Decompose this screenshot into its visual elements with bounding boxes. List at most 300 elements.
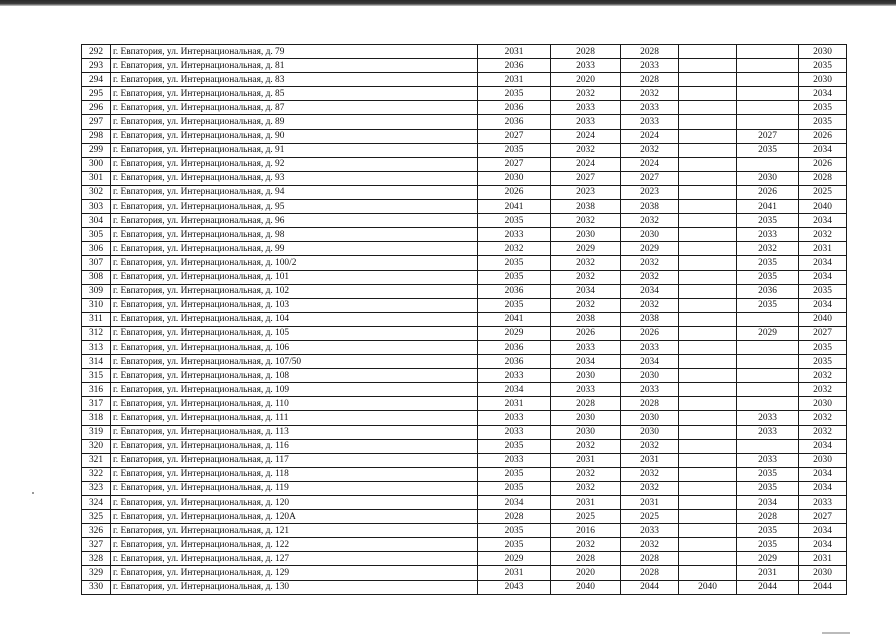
address-cell: г. Евпатория, ул. Интернациональная, д. 89: [111, 115, 478, 129]
year-cell-2: 2033: [551, 340, 621, 354]
year-cell-2: 2040: [551, 580, 621, 594]
year-cell-6: 2035: [799, 59, 847, 73]
address-schedule-table: [81, 44, 847, 595]
row-number: 309: [82, 284, 111, 298]
row-number: 307: [82, 256, 111, 270]
year-cell-4: [679, 298, 737, 312]
row-number: 321: [82, 453, 111, 467]
year-cell-3: 2032: [621, 538, 679, 552]
row-number: 297: [82, 115, 111, 129]
year-cell-2: 2024: [551, 157, 621, 171]
year-cell-1: 2027: [478, 157, 551, 171]
table-row: [82, 171, 847, 185]
year-cell-6: 2035: [799, 101, 847, 115]
year-cell-5: 2027: [737, 129, 799, 143]
table-row: [82, 524, 847, 538]
year-cell-6: 2030: [799, 453, 847, 467]
year-cell-1: 2027: [478, 129, 551, 143]
year-cell-1: 2034: [478, 383, 551, 397]
year-cell-4: [679, 59, 737, 73]
year-cell-4: [679, 383, 737, 397]
year-cell-4: [679, 524, 737, 538]
table-row: [82, 59, 847, 73]
scan-speck: [32, 492, 34, 494]
year-cell-3: 2032: [621, 270, 679, 284]
year-cell-1: 2035: [478, 524, 551, 538]
year-cell-2: 2030: [551, 425, 621, 439]
year-cell-4: [679, 496, 737, 510]
year-cell-5: [737, 439, 799, 453]
year-cell-1: 2035: [478, 481, 551, 495]
year-cell-1: 2035: [478, 298, 551, 312]
table-row: [82, 228, 847, 242]
year-cell-5: 2035: [737, 524, 799, 538]
address-cell: г. Евпатория, ул. Интернациональная, д. 95: [111, 200, 478, 214]
address-cell: г. Евпатория, ул. Интернациональная, д. 107/50: [111, 355, 478, 369]
year-cell-2: 2032: [551, 143, 621, 157]
year-cell-2: 2033: [551, 101, 621, 115]
year-cell-3: 2033: [621, 524, 679, 538]
address-cell: г. Евпатория, ул. Интернациональная, д. 119: [111, 481, 478, 495]
year-cell-3: 2033: [621, 383, 679, 397]
table-row: [82, 115, 847, 129]
year-cell-4: [679, 171, 737, 185]
year-cell-2: 2038: [551, 312, 621, 326]
year-cell-2: 2032: [551, 270, 621, 284]
year-cell-5: [737, 397, 799, 411]
row-number: 330: [82, 580, 111, 594]
year-cell-2: 2032: [551, 87, 621, 101]
address-cell: г. Евпатория, ул. Интернациональная, д. 81: [111, 59, 478, 73]
row-number: 326: [82, 524, 111, 538]
table-row: [82, 214, 847, 228]
year-cell-5: [737, 340, 799, 354]
year-cell-2: 2020: [551, 73, 621, 87]
year-cell-2: 2028: [551, 45, 621, 59]
table-row: [82, 481, 847, 495]
year-cell-5: 2035: [737, 256, 799, 270]
address-cell: г. Евпатория, ул. Интернациональная, д. 117: [111, 453, 478, 467]
address-cell: г. Евпатория, ул. Интернациональная, д. 105: [111, 326, 478, 340]
year-cell-3: 2027: [621, 171, 679, 185]
address-cell: г. Евпатория, ул. Интернациональная, д. 122: [111, 538, 478, 552]
address-cell: г. Евпатория, ул. Интернациональная, д. 98: [111, 228, 478, 242]
table-row: [82, 369, 847, 383]
year-cell-2: 2032: [551, 214, 621, 228]
row-number: 325: [82, 510, 111, 524]
address-cell: г. Евпатория, ул. Интернациональная, д. 109: [111, 383, 478, 397]
year-cell-4: [679, 355, 737, 369]
table-row: [82, 510, 847, 524]
row-number: 306: [82, 242, 111, 256]
year-cell-6: 2032: [799, 228, 847, 242]
row-number: 302: [82, 185, 111, 199]
address-cell: г. Евпатория, ул. Интернациональная, д. 90: [111, 129, 478, 143]
table-row: [82, 425, 847, 439]
row-number: 323: [82, 481, 111, 495]
table-row: [82, 538, 847, 552]
address-cell: г. Евпатория, ул. Интернациональная, д. 87: [111, 101, 478, 115]
row-number: 327: [82, 538, 111, 552]
row-number: 305: [82, 228, 111, 242]
year-cell-2: 2026: [551, 326, 621, 340]
year-cell-1: 2035: [478, 143, 551, 157]
year-cell-3: 2032: [621, 467, 679, 481]
year-cell-4: [679, 411, 737, 425]
year-cell-4: [679, 87, 737, 101]
year-cell-6: 2034: [799, 538, 847, 552]
year-cell-1: 2036: [478, 355, 551, 369]
year-cell-5: 2029: [737, 326, 799, 340]
year-cell-3: 2032: [621, 87, 679, 101]
year-cell-3: 2038: [621, 200, 679, 214]
year-cell-2: 2038: [551, 200, 621, 214]
table-row: [82, 566, 847, 580]
year-cell-5: [737, 355, 799, 369]
row-number: 312: [82, 326, 111, 340]
year-cell-2: 2031: [551, 453, 621, 467]
year-cell-4: [679, 143, 737, 157]
year-cell-2: 2030: [551, 369, 621, 383]
year-cell-6: 2032: [799, 383, 847, 397]
year-cell-6: 2028: [799, 171, 847, 185]
year-cell-4: [679, 510, 737, 524]
year-cell-3: 2030: [621, 228, 679, 242]
year-cell-4: 2040: [679, 580, 737, 594]
table-row: [82, 185, 847, 199]
table-row: [82, 467, 847, 481]
year-cell-2: 2025: [551, 510, 621, 524]
year-cell-2: 2033: [551, 383, 621, 397]
year-cell-1: 2036: [478, 101, 551, 115]
year-cell-2: 2033: [551, 115, 621, 129]
year-cell-4: [679, 467, 737, 481]
year-cell-4: [679, 481, 737, 495]
year-cell-2: 2032: [551, 439, 621, 453]
row-number: 314: [82, 355, 111, 369]
year-cell-4: [679, 397, 737, 411]
year-cell-1: 2035: [478, 270, 551, 284]
year-cell-3: 2034: [621, 284, 679, 298]
year-cell-6: 2040: [799, 200, 847, 214]
year-cell-6: 2034: [799, 298, 847, 312]
address-cell: г. Евпатория, ул. Интернациональная, д. 99: [111, 242, 478, 256]
row-number: 303: [82, 200, 111, 214]
row-number: 322: [82, 467, 111, 481]
year-cell-1: 2033: [478, 411, 551, 425]
address-cell: г. Евпатория, ул. Интернациональная, д. 111: [111, 411, 478, 425]
year-cell-3: 2034: [621, 355, 679, 369]
year-cell-6: 2044: [799, 580, 847, 594]
table-row: [82, 270, 847, 284]
year-cell-4: [679, 326, 737, 340]
year-cell-2: 2034: [551, 355, 621, 369]
year-cell-1: 2031: [478, 73, 551, 87]
address-cell: г. Евпатория, ул. Интернациональная, д. 106: [111, 340, 478, 354]
year-cell-4: [679, 101, 737, 115]
address-cell: г. Евпатория, ул. Интернациональная, д. 94: [111, 185, 478, 199]
year-cell-3: 2030: [621, 411, 679, 425]
year-cell-5: 2035: [737, 143, 799, 157]
address-cell: г. Евпатория, ул. Интернациональная, д. 129: [111, 566, 478, 580]
year-cell-1: 2031: [478, 566, 551, 580]
table-row: [82, 552, 847, 566]
year-cell-1: 2036: [478, 59, 551, 73]
year-cell-1: 2028: [478, 510, 551, 524]
year-cell-5: 2035: [737, 538, 799, 552]
year-cell-2: 2029: [551, 242, 621, 256]
year-cell-5: [737, 87, 799, 101]
year-cell-3: 2032: [621, 481, 679, 495]
table-row: [82, 45, 847, 59]
year-cell-1: 2032: [478, 242, 551, 256]
year-cell-5: 2033: [737, 228, 799, 242]
address-cell: г. Евпатория, ул. Интернациональная, д. 120: [111, 496, 478, 510]
year-cell-5: [737, 369, 799, 383]
row-number: 295: [82, 87, 111, 101]
year-cell-3: 2032: [621, 439, 679, 453]
year-cell-3: 2031: [621, 453, 679, 467]
year-cell-3: 2044: [621, 580, 679, 594]
year-cell-5: 2031: [737, 566, 799, 580]
table-row: [82, 453, 847, 467]
year-cell-3: 2025: [621, 510, 679, 524]
table-row: [82, 242, 847, 256]
year-cell-2: 2032: [551, 467, 621, 481]
year-cell-4: [679, 157, 737, 171]
address-cell: г. Евпатория, ул. Интернациональная, д. 101: [111, 270, 478, 284]
year-cell-6: 2034: [799, 143, 847, 157]
year-cell-5: [737, 383, 799, 397]
year-cell-4: [679, 256, 737, 270]
year-cell-3: 2032: [621, 214, 679, 228]
address-cell: г. Евпатория, ул. Интернациональная, д. 96: [111, 214, 478, 228]
year-cell-4: [679, 214, 737, 228]
address-cell: г. Евпатория, ул. Интернациональная, д. 92: [111, 157, 478, 171]
address-cell: г. Евпатория, ул. Интернациональная, д. 91: [111, 143, 478, 157]
year-cell-4: [679, 340, 737, 354]
table-row: [82, 397, 847, 411]
address-cell: г. Евпатория, ул. Интернациональная, д. 103: [111, 298, 478, 312]
year-cell-5: [737, 45, 799, 59]
year-cell-1: 2043: [478, 580, 551, 594]
year-cell-6: 2026: [799, 157, 847, 171]
year-cell-5: [737, 157, 799, 171]
year-cell-6: 2032: [799, 369, 847, 383]
year-cell-1: 2036: [478, 115, 551, 129]
year-cell-4: [679, 185, 737, 199]
year-cell-3: 2030: [621, 425, 679, 439]
year-cell-6: 2034: [799, 256, 847, 270]
year-cell-2: 2031: [551, 496, 621, 510]
address-cell: г. Евпатория, ул. Интернациональная, д. 104: [111, 312, 478, 326]
table-row: [82, 73, 847, 87]
year-cell-5: 2030: [737, 171, 799, 185]
year-cell-5: [737, 101, 799, 115]
table-row: [82, 411, 847, 425]
year-cell-1: 2036: [478, 340, 551, 354]
table-row: [82, 383, 847, 397]
row-number: 296: [82, 101, 111, 115]
year-cell-2: 2028: [551, 552, 621, 566]
row-number: 304: [82, 214, 111, 228]
year-cell-2: 2030: [551, 411, 621, 425]
year-cell-3: 2024: [621, 157, 679, 171]
row-number: 324: [82, 496, 111, 510]
row-number: 300: [82, 157, 111, 171]
year-cell-2: 2024: [551, 129, 621, 143]
year-cell-3: 2023: [621, 185, 679, 199]
address-cell: г. Евпатория, ул. Интернациональная, д. 113: [111, 425, 478, 439]
year-cell-1: 2029: [478, 326, 551, 340]
year-cell-6: 2035: [799, 340, 847, 354]
year-cell-4: [679, 129, 737, 143]
year-cell-3: 2028: [621, 566, 679, 580]
address-cell: г. Евпатория, ул. Интернациональная, д. 79: [111, 45, 478, 59]
year-cell-6: 2034: [799, 524, 847, 538]
year-cell-6: 2034: [799, 439, 847, 453]
table-row: [82, 496, 847, 510]
year-cell-6: 2040: [799, 312, 847, 326]
year-cell-2: 2020: [551, 566, 621, 580]
year-cell-1: 2031: [478, 45, 551, 59]
year-cell-2: 2023: [551, 185, 621, 199]
year-cell-5: [737, 59, 799, 73]
year-cell-1: 2036: [478, 284, 551, 298]
year-cell-1: 2035: [478, 256, 551, 270]
year-cell-3: 2028: [621, 397, 679, 411]
year-cell-4: [679, 453, 737, 467]
year-cell-5: 2035: [737, 481, 799, 495]
year-cell-6: 2035: [799, 355, 847, 369]
year-cell-6: 2034: [799, 87, 847, 101]
year-cell-2: 2033: [551, 59, 621, 73]
row-number: 301: [82, 171, 111, 185]
table-row: [82, 284, 847, 298]
year-cell-5: [737, 73, 799, 87]
year-cell-2: 2030: [551, 228, 621, 242]
year-cell-5: 2032: [737, 242, 799, 256]
year-cell-1: 2033: [478, 369, 551, 383]
year-cell-3: 2038: [621, 312, 679, 326]
table-row: [82, 129, 847, 143]
year-cell-3: 2028: [621, 73, 679, 87]
row-number: 320: [82, 439, 111, 453]
year-cell-1: 2033: [478, 453, 551, 467]
address-cell: г. Евпатория, ул. Интернациональная, д. 116: [111, 439, 478, 453]
year-cell-5: 2036: [737, 284, 799, 298]
year-cell-1: 2035: [478, 214, 551, 228]
year-cell-4: [679, 270, 737, 284]
year-cell-1: 2035: [478, 439, 551, 453]
address-cell: г. Евпатория, ул. Интернациональная, д. 127: [111, 552, 478, 566]
row-number: 315: [82, 369, 111, 383]
year-cell-4: [679, 242, 737, 256]
year-cell-5: 2028: [737, 510, 799, 524]
year-cell-5: 2035: [737, 214, 799, 228]
year-cell-6: 2027: [799, 510, 847, 524]
year-cell-3: 2028: [621, 552, 679, 566]
year-cell-2: 2034: [551, 284, 621, 298]
year-cell-4: [679, 425, 737, 439]
row-number: 319: [82, 425, 111, 439]
table-row: [82, 298, 847, 312]
year-cell-6: 2031: [799, 242, 847, 256]
row-number: 316: [82, 383, 111, 397]
row-number: 308: [82, 270, 111, 284]
year-cell-4: [679, 73, 737, 87]
year-cell-3: 2032: [621, 298, 679, 312]
year-cell-5: [737, 115, 799, 129]
year-cell-4: [679, 552, 737, 566]
address-cell: г. Евпатория, ул. Интернациональная, д. 102: [111, 284, 478, 298]
year-cell-6: 2032: [799, 411, 847, 425]
table-row: [82, 580, 847, 594]
row-number: 313: [82, 340, 111, 354]
year-cell-1: 2033: [478, 425, 551, 439]
table-row: [82, 87, 847, 101]
row-number: 328: [82, 552, 111, 566]
table-row: [82, 143, 847, 157]
table-row: [82, 439, 847, 453]
year-cell-5: 2041: [737, 200, 799, 214]
year-cell-6: 2027: [799, 326, 847, 340]
address-cell: г. Евпатория, ул. Интернациональная, д. 121: [111, 524, 478, 538]
year-cell-6: 2025: [799, 185, 847, 199]
year-cell-5: 2035: [737, 298, 799, 312]
year-cell-5: 2034: [737, 496, 799, 510]
table-row: [82, 340, 847, 354]
year-cell-6: 2030: [799, 73, 847, 87]
year-cell-4: [679, 284, 737, 298]
year-cell-1: 2035: [478, 87, 551, 101]
address-cell: г. Евпатория, ул. Интернациональная, д. 110: [111, 397, 478, 411]
address-cell: г. Евпатория, ул. Интернациональная, д. 120А: [111, 510, 478, 524]
address-cell: г. Евпатория, ул. Интернациональная, д. 85: [111, 87, 478, 101]
year-cell-6: 2034: [799, 467, 847, 481]
year-cell-1: 2029: [478, 552, 551, 566]
address-cell: г. Евпатория, ул. Интернациональная, д. 118: [111, 467, 478, 481]
year-cell-2: 2016: [551, 524, 621, 538]
year-cell-6: 2030: [799, 397, 847, 411]
year-cell-5: 2033: [737, 453, 799, 467]
year-cell-1: 2041: [478, 312, 551, 326]
year-cell-6: 2030: [799, 566, 847, 580]
row-number: 318: [82, 411, 111, 425]
table-body: [82, 45, 847, 595]
year-cell-6: 2030: [799, 45, 847, 59]
table-row: [82, 326, 847, 340]
year-cell-3: 2032: [621, 143, 679, 157]
table-row: [82, 256, 847, 270]
row-number: 310: [82, 298, 111, 312]
row-number: 329: [82, 566, 111, 580]
year-cell-1: 2026: [478, 185, 551, 199]
year-cell-1: 2035: [478, 467, 551, 481]
row-number: 298: [82, 129, 111, 143]
address-cell: г. Евпатория, ул. Интернациональная, д. 93: [111, 171, 478, 185]
row-number: 293: [82, 59, 111, 73]
year-cell-4: [679, 312, 737, 326]
year-cell-2: 2032: [551, 298, 621, 312]
year-cell-3: 2033: [621, 115, 679, 129]
year-cell-3: 2029: [621, 242, 679, 256]
year-cell-4: [679, 115, 737, 129]
year-cell-6: 2031: [799, 552, 847, 566]
scan-bottom-mark: [822, 632, 850, 634]
address-cell: г. Евпатория, ул. Интернациональная, д. 100/2: [111, 256, 478, 270]
year-cell-6: 2034: [799, 270, 847, 284]
